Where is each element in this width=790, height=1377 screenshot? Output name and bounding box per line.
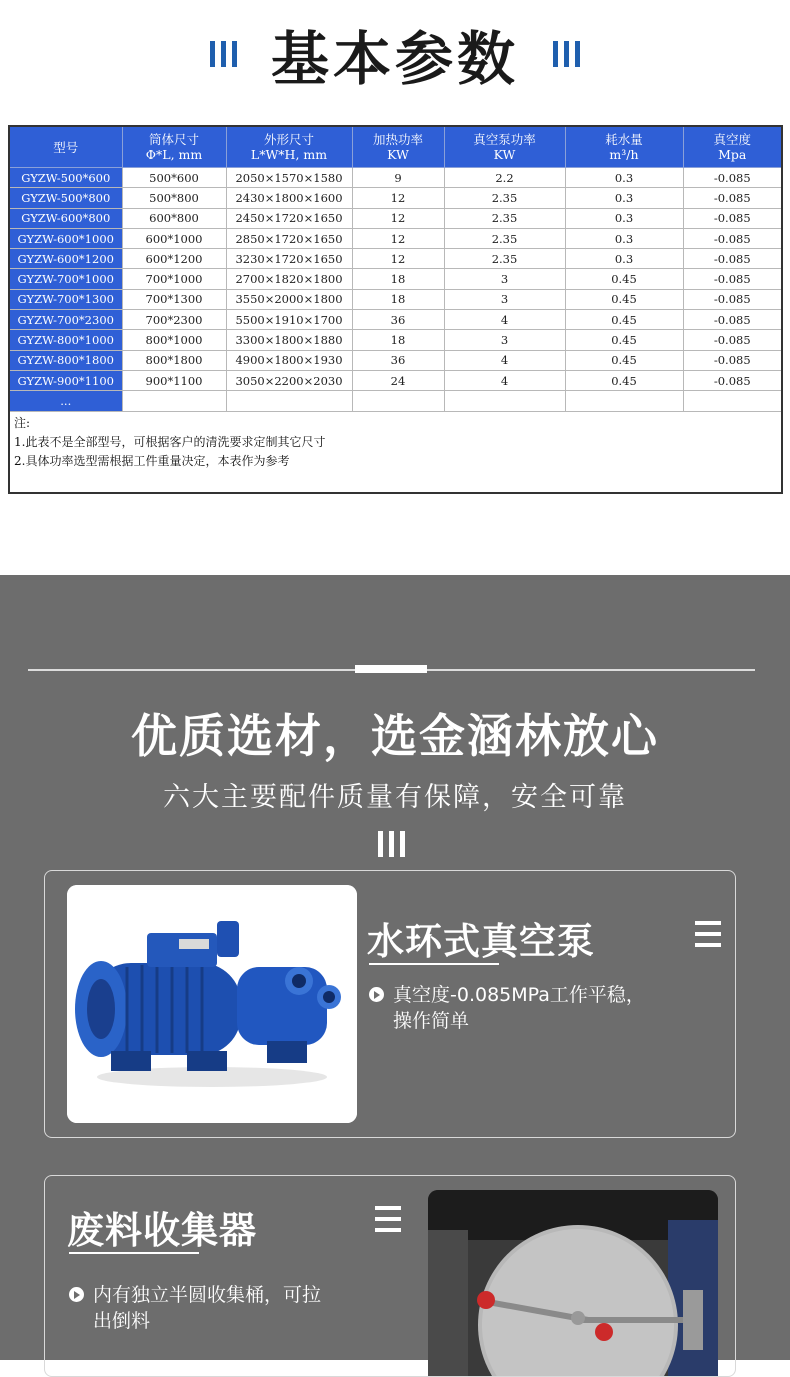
cell-heating-power: 12 (352, 188, 444, 208)
cell-barrel-size: 900*1100 (122, 370, 226, 390)
cell-water-use: 0.3 (565, 168, 683, 188)
cell-model: GYZW-700*1000 (9, 269, 122, 289)
title-bars-right-icon (553, 41, 580, 67)
cell-pump-power: 2.35 (444, 249, 565, 269)
cell-heating-power (352, 391, 444, 411)
cell-model: GYZW-700*2300 (9, 310, 122, 330)
cell-pump-power: 4 (444, 350, 565, 370)
cell-pump-power: 3 (444, 289, 565, 309)
cell-dimensions: 2850×1720×1650 (226, 228, 352, 248)
cell-water-use: 0.3 (565, 188, 683, 208)
title-underline (69, 1252, 199, 1254)
header-water-use: 耗水量 m³/h (565, 126, 683, 168)
table-header-row (9, 126, 782, 168)
divider-accent (355, 665, 427, 673)
cell-heating-power: 36 (352, 310, 444, 330)
cell-water-use: 0.45 (565, 350, 683, 370)
page-title: 基本参数 (270, 25, 519, 93)
cell-dimensions: 3230×1720×1650 (226, 249, 352, 269)
cell-water-use: 0.45 (565, 269, 683, 289)
cell-dimensions: 3300×1800×1880 (226, 330, 352, 350)
cell-heating-power: 24 (352, 370, 444, 390)
bullet-waste-collector (69, 1282, 349, 1334)
table-row (9, 391, 782, 411)
note-2: 2.具体功率选型需根据工件重量决定，本表作为参考 (14, 453, 290, 468)
cell-heating-power: 9 (352, 168, 444, 188)
cell-pump-power (444, 391, 565, 411)
section-subslogan: 六大主要配件质量有保障，安全可靠 (163, 782, 627, 813)
cell-vacuum: -0.085 (683, 249, 782, 269)
cell-pump-power: 4 (444, 310, 565, 330)
cell-dimensions: 2700×1820×1800 (226, 269, 352, 289)
cell-vacuum: -0.085 (683, 330, 782, 350)
title-bars-left-icon (210, 41, 237, 67)
table-row (9, 168, 782, 188)
cell-vacuum (683, 391, 782, 411)
cell-barrel-size (122, 391, 226, 411)
card-vacuum-pump (44, 870, 736, 1138)
notes-row (9, 411, 782, 493)
cell-pump-power: 2.2 (444, 168, 565, 188)
card-waste-collector (44, 1175, 736, 1377)
cell-barrel-size: 600*800 (122, 208, 226, 228)
bullet-line-2: 出倒料 (93, 1310, 151, 1332)
spec-table (8, 125, 783, 494)
cell-model: GYZW-500*800 (9, 188, 122, 208)
table-row (9, 330, 782, 350)
table-row (9, 370, 782, 390)
cell-model: GYZW-500*600 (9, 168, 122, 188)
cell-heating-power: 12 (352, 208, 444, 228)
cell-dimensions (226, 391, 352, 411)
cell-model: GYZW-600*1000 (9, 228, 122, 248)
cell-pump-power: 3 (444, 330, 565, 350)
header-heating-power: 加热功率 KW (352, 126, 444, 168)
cell-vacuum: -0.085 (683, 228, 782, 248)
spec-section (0, 0, 790, 575)
cell-water-use: 0.3 (565, 249, 683, 269)
cell-pump-power: 2.35 (444, 208, 565, 228)
card-title-waste-collector: 废料收集器 (67, 1209, 257, 1252)
cell-barrel-size: 700*1300 (122, 289, 226, 309)
cell-model: GYZW-800*1800 (9, 350, 122, 370)
notes-cell (9, 411, 782, 493)
header-vacuum: 真空度 Mpa (683, 126, 782, 168)
cell-barrel-size: 500*600 (122, 168, 226, 188)
cell-dimensions: 2430×1800×1600 (226, 188, 352, 208)
cell-vacuum: -0.085 (683, 269, 782, 289)
section-slogan: 优质选材，选金涵林放心 (131, 709, 659, 763)
title-row (0, 18, 790, 93)
cell-barrel-size: 700*2300 (122, 310, 226, 330)
bullet-vacuum-pump (369, 982, 699, 1034)
cell-vacuum: -0.085 (683, 289, 782, 309)
cell-water-use: 0.45 (565, 330, 683, 350)
cell-barrel-size: 500*800 (122, 188, 226, 208)
cell-dimensions: 4900×1800×1930 (226, 350, 352, 370)
cell-heating-power: 12 (352, 228, 444, 248)
bars-icon (378, 831, 405, 857)
cell-vacuum: -0.085 (683, 370, 782, 390)
note-1: 1.此表不是全部型号，可根据客户的清洗要求定制其它尺寸 (14, 434, 326, 449)
cell-model: GYZW-600*1200 (9, 249, 122, 269)
cell-water-use: 0.45 (565, 370, 683, 390)
title-underline (369, 963, 499, 965)
cell-vacuum: -0.085 (683, 208, 782, 228)
cell-pump-power: 4 (444, 370, 565, 390)
cell-barrel-size: 600*1200 (122, 249, 226, 269)
play-icon (369, 987, 384, 1002)
table-row (9, 249, 782, 269)
cell-water-use: 0.45 (565, 310, 683, 330)
table-row (9, 188, 782, 208)
card-title-vacuum-pump: 水环式真空泵 (367, 920, 595, 963)
cell-dimensions: 3050×2200×2030 (226, 370, 352, 390)
cell-barrel-size: 800*1800 (122, 350, 226, 370)
header-dimensions: 外形尺寸 L*W*H, mm (226, 126, 352, 168)
cell-model: GYZW-600*800 (9, 208, 122, 228)
cell-vacuum: -0.085 (683, 310, 782, 330)
note-label: 注: (14, 415, 31, 430)
bullet-line-1: 内有独立半圆收集桶，可拉 (93, 1284, 322, 1306)
cell-vacuum: -0.085 (683, 350, 782, 370)
header-model: 型号 (9, 126, 122, 168)
waste-collector-image (428, 1190, 718, 1376)
vacuum-pump-image (67, 885, 357, 1123)
cell-pump-power: 3 (444, 269, 565, 289)
cell-water-use: 0.3 (565, 208, 683, 228)
materials-section (0, 575, 790, 1360)
cell-model: GYZW-700*1300 (9, 289, 122, 309)
cell-dimensions: 2050×1570×1580 (226, 168, 352, 188)
cell-heating-power: 18 (352, 289, 444, 309)
header-pump-power: 真空泵功率 KW (444, 126, 565, 168)
cell-model: ... (9, 391, 122, 411)
cell-heating-power: 18 (352, 269, 444, 289)
cell-dimensions: 5500×1910×1700 (226, 310, 352, 330)
cell-heating-power: 18 (352, 330, 444, 350)
table-row (9, 269, 782, 289)
header-barrel-size: 筒体尺寸 Φ*L, mm (122, 126, 226, 168)
table-row (9, 208, 782, 228)
table-row (9, 350, 782, 370)
bullet-line-1: 真空度-0.085MPa工作平稳， (393, 984, 645, 1006)
cell-water-use: 0.3 (565, 228, 683, 248)
cell-water-use: 0.45 (565, 289, 683, 309)
bullet-line-2: 操作简单 (393, 1010, 470, 1032)
cell-water-use (565, 391, 683, 411)
cell-vacuum: -0.085 (683, 168, 782, 188)
cell-dimensions: 2450×1720×1650 (226, 208, 352, 228)
table-row (9, 289, 782, 309)
cell-pump-power: 2.35 (444, 228, 565, 248)
table-row (9, 310, 782, 330)
cell-barrel-size: 700*1000 (122, 269, 226, 289)
table-row (9, 228, 782, 248)
cell-barrel-size: 800*1000 (122, 330, 226, 350)
menu-icon (375, 1206, 401, 1239)
cell-heating-power: 12 (352, 249, 444, 269)
cell-pump-power: 2.35 (444, 188, 565, 208)
cell-vacuum: -0.085 (683, 188, 782, 208)
cell-model: GYZW-800*1000 (9, 330, 122, 350)
menu-icon (695, 921, 721, 954)
cell-model: GYZW-900*1100 (9, 370, 122, 390)
cell-heating-power: 36 (352, 350, 444, 370)
play-icon (69, 1287, 84, 1302)
cell-dimensions: 3550×2000×1800 (226, 289, 352, 309)
cell-barrel-size: 600*1000 (122, 228, 226, 248)
